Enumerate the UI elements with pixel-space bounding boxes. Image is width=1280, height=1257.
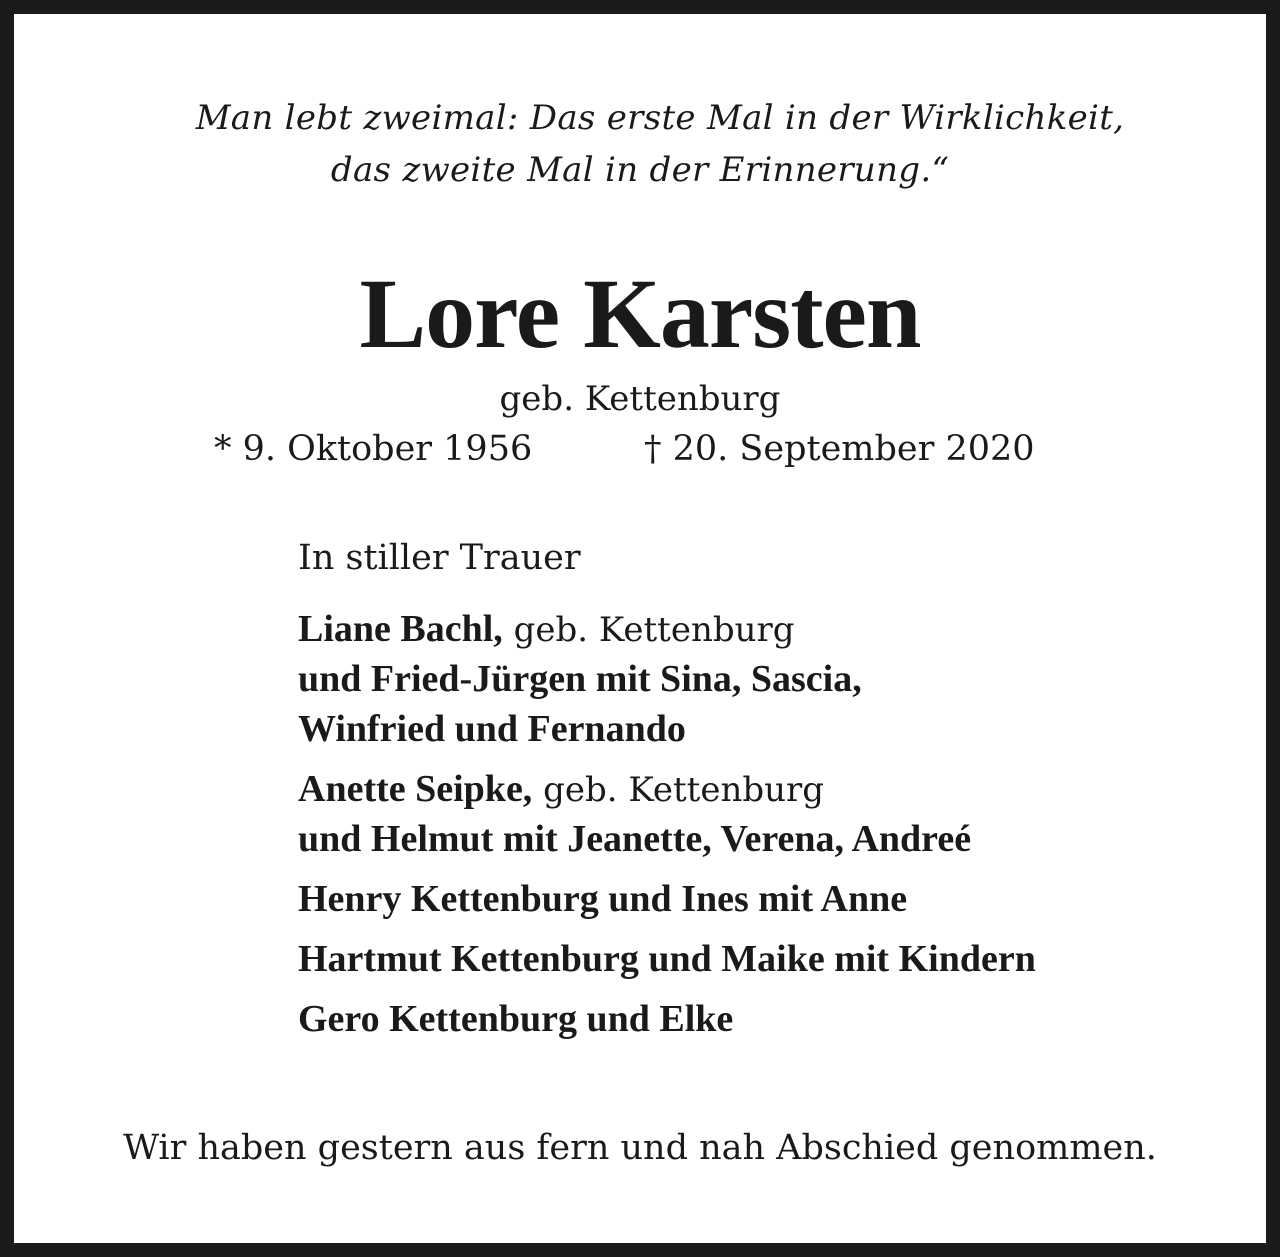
mourner-name: Liane Bachl, (298, 608, 503, 650)
deceased-name: Lore Karsten (359, 258, 921, 369)
deceased-maiden-name: geb. Kettenburg (499, 379, 781, 419)
mourning-intro: In stiller Trauer (298, 538, 581, 578)
closing-note: Wir haben gestern aus fern und nah Abschied genommen. (123, 1128, 1157, 1168)
mourner-maiden-name: geb. Kettenburg (502, 610, 795, 650)
mourner-entry-1 (298, 604, 795, 655)
mourner-line: und Fried-Jürgen mit Sina, Sascia, (298, 658, 862, 700)
death-date: † 20. September 2020 (644, 429, 1035, 469)
quote-line-2: das zweite Mal in der Erinnerung.“ (330, 150, 950, 190)
mourner-entry-3: Henry Kettenburg und Ines mit Anne (298, 878, 908, 920)
mourner-maiden-name: geb. Kettenburg (532, 770, 825, 810)
birth-date: * 9. Oktober 1956 (214, 429, 533, 469)
mourner-name: Anette Seipke, (298, 768, 533, 810)
mourner-line: und Helmut mit Jeanette, Verena, Andreé (298, 818, 972, 860)
mourner-entry-4: Hartmut Kettenburg und Maike mit Kindern (298, 938, 1036, 980)
mourner-line: Winfried und Fernando (298, 708, 686, 750)
quote-line-1: Man lebt zweimal: Das erste Mal in der Wirklichkeit, (195, 98, 1125, 138)
mourner-entry-2 (298, 764, 824, 815)
mourner-entry-5: Gero Kettenburg und Elke (298, 998, 734, 1040)
